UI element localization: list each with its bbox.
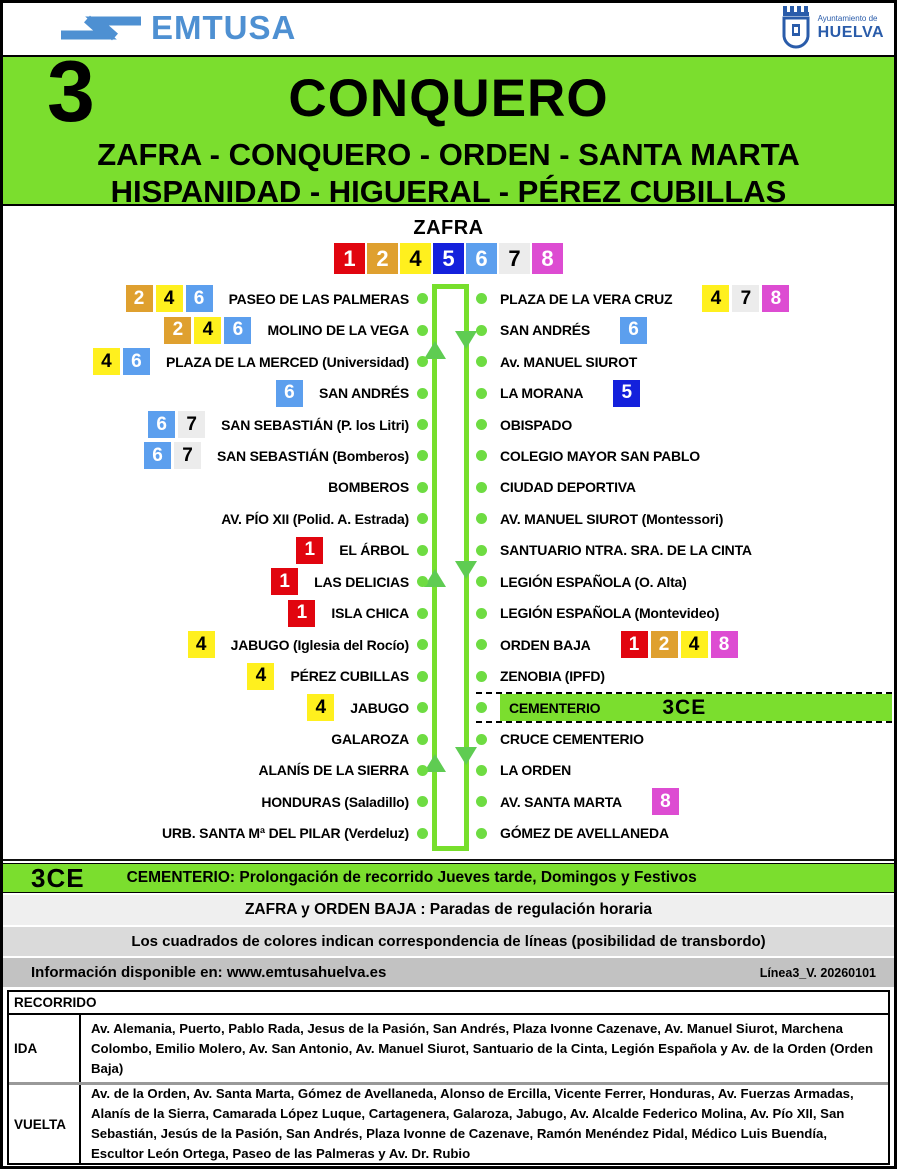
stop-row-left: [13, 440, 428, 471]
stop-dot: [476, 608, 487, 619]
stop-row-left: [13, 314, 428, 345]
line-6-badge: 6: [123, 348, 150, 375]
stop-dot: [417, 702, 428, 713]
stop-dot: [476, 702, 487, 713]
direction-down-arrow: [455, 747, 477, 765]
stop-row-right: [476, 723, 888, 754]
stop-name: CRUCE CEMENTERIO: [500, 731, 644, 748]
line-4-badge: 4: [400, 243, 431, 274]
vuelta-label: VUELTA: [9, 1085, 81, 1163]
stop-name: SANTUARIO NTRA. SRA. DE LA CINTA: [500, 542, 752, 559]
stop-name: CIUDAD DEPORTIVA: [500, 479, 636, 496]
stop-dot: [417, 828, 428, 839]
line-2-badge: 2: [651, 631, 678, 658]
stop-line-badges: [188, 631, 215, 658]
stop-dot: [417, 325, 428, 336]
line-6-badge: 6: [148, 411, 175, 438]
stop-name: Av. MANUEL SIUROT: [500, 353, 638, 370]
stop-row-left: [13, 535, 428, 566]
stop-line-badges: [164, 317, 251, 344]
stop-row-left: [13, 346, 428, 377]
stop-row-left: [13, 629, 428, 660]
line-8-badge: 8: [532, 243, 563, 274]
stop-name: LA ORDEN: [500, 762, 571, 779]
line-7-badge: 7: [178, 411, 205, 438]
terminus-badges: [3, 243, 894, 274]
note-3ce: [3, 863, 894, 893]
line-6-badge: 6: [186, 285, 213, 312]
ida-label: IDA: [9, 1015, 81, 1082]
emtusa-logo: [53, 7, 296, 49]
line-7-badge: 7: [499, 243, 530, 274]
stop-dot: [476, 482, 487, 493]
stop-row-left: [13, 598, 428, 629]
stop-line-badges: [288, 600, 315, 627]
stop-line-badges: [126, 285, 213, 312]
line-1-badge: 1: [621, 631, 648, 658]
line-6-badge: 6: [224, 317, 251, 344]
line-2-badge: 2: [164, 317, 191, 344]
stop-name: SAN ANDRÉS: [318, 385, 409, 402]
stop-name: LAS DELICIAS: [314, 573, 409, 590]
stop-dot: [476, 356, 487, 367]
stop-line-badges: [652, 788, 679, 815]
stop-name: CEMENTERIO: [509, 699, 601, 716]
stop-dot: [417, 450, 428, 461]
stop-name: MOLINO DE LA VEGA: [267, 322, 409, 339]
line-number: 3: [47, 44, 95, 140]
stop-name: COLEGIO MAYOR SAN PABLO: [500, 447, 700, 464]
stop-row-left: [13, 723, 428, 754]
stop-line-badges: [621, 631, 738, 658]
stop-dot: [476, 419, 487, 430]
stop-line-badges: [307, 694, 334, 721]
line-5-badge: 5: [433, 243, 464, 274]
route-bottom-divider: [3, 859, 894, 861]
stop-dot: [476, 765, 487, 776]
stop-dot: [417, 545, 428, 556]
note-transfer: [3, 927, 894, 956]
recorrido-table: [7, 990, 890, 1165]
stop-line-badges: [144, 442, 201, 469]
stop-dot: [476, 325, 487, 336]
stop-name: SAN SEBASTIÁN (P. los Litri): [221, 416, 409, 433]
version-text: Línea3_V. 20260101: [759, 965, 876, 980]
terminus-label: ZAFRA: [413, 217, 484, 239]
stop-dot: [417, 765, 428, 776]
stop-name: ISLA CHICA: [331, 605, 409, 622]
stop-name: ZENOBIA (IPFD): [500, 668, 605, 685]
title-band: [3, 44, 894, 209]
ida-text: Av. Alemania, Puerto, Pablo Rada, Jesus de la Pasión, San Andrés, Plaza Ivonne Cazenave, Av. Manuel Siurot, Marchena Colombo, Emilio Molero, Av. San Antonio, Av. Manuel Siurot, Santuario de la Cinta, Legión Española y Av. de la Orden (Orden Baja): [91, 1020, 874, 1076]
line-1-badge: 1: [334, 243, 365, 274]
huelva-org-text: Ayuntamiento de: [817, 13, 878, 23]
note-3ce-text: CEMENTERIO: Prolongación de recorrido Jueves tarde, Domingos y Festivos: [126, 869, 697, 886]
stop-dot: [417, 482, 428, 493]
stop-dot: [417, 608, 428, 619]
stop-dot: [476, 639, 487, 650]
stop-dot: [476, 293, 487, 304]
stop-dot: [417, 734, 428, 745]
info-url-text: Información disponible en: www.emtusahuelva.es: [31, 964, 387, 981]
stop-line-badges: [247, 663, 274, 690]
stop-dot: [417, 796, 428, 807]
stop-row-right: [476, 472, 888, 503]
stop-row-right: [476, 283, 888, 314]
stop-name: PLAZA DE LA VERA CRUZ: [500, 290, 673, 307]
line-6-badge: 6: [620, 317, 647, 344]
emtusa-logo-text: EMTUSA: [151, 9, 297, 46]
stop-name: SAN ANDRÉS: [500, 322, 591, 339]
stop-line-badges: [148, 411, 205, 438]
stop-row-left: [13, 692, 428, 723]
stop-line-badges: [93, 348, 150, 375]
line-1-badge: 1: [271, 568, 298, 595]
stop-row-right: [476, 660, 888, 691]
line-4-badge: 4: [247, 663, 274, 690]
line-4-badge: 4: [681, 631, 708, 658]
line-1-badge: 1: [288, 600, 315, 627]
stop-row-left: [13, 818, 428, 849]
line-8-badge: 8: [652, 788, 679, 815]
line-5-badge: 5: [613, 380, 640, 407]
stop-dot: [476, 545, 487, 556]
stop-name: BOMBEROS: [328, 479, 409, 496]
route-subtitle-2: HISPANIDAD - HIGUERAL - PÉREZ CUBILLAS: [110, 174, 787, 209]
line-4-badge: 4: [194, 317, 221, 344]
stop-line-badges: [276, 380, 303, 407]
stop-name: LEGIÓN ESPAÑOLA (O. Alta): [500, 573, 687, 590]
stop-line-badges: [296, 537, 323, 564]
stop-row-right: [476, 755, 888, 786]
stop-row-right: [476, 566, 888, 597]
stop-line-badges: [620, 317, 647, 344]
stop-dot: [476, 671, 487, 682]
huelva-logo: [780, 6, 884, 50]
stop-dot: [417, 388, 428, 399]
stop-row-right: [476, 314, 888, 345]
stop-name: PASEO DE LAS PALMERAS: [228, 290, 409, 307]
stop-row-right: [476, 503, 888, 534]
note-3ce-tag: 3CE: [31, 862, 85, 893]
stop-dot: [476, 734, 487, 745]
stop-dot: [417, 576, 428, 587]
note-regulation-text: ZAFRA y ORDEN BAJA : Paradas de regulación horaria: [244, 901, 653, 918]
line-7-badge: 7: [174, 442, 201, 469]
stop-row-left: [13, 409, 428, 440]
line-2-badge: 2: [126, 285, 153, 312]
stop-row-right: [476, 440, 888, 471]
line-8-badge: 8: [762, 285, 789, 312]
recorrido-header: RECORRIDO: [9, 992, 888, 1015]
stop-row-right: [476, 346, 888, 377]
stop-name: OBISPADO: [500, 416, 573, 433]
stop-dot: [476, 828, 487, 839]
stop-dot: [476, 796, 487, 807]
stop-row-right: [476, 692, 892, 723]
info-bar: [3, 958, 894, 987]
stop-row-right: [476, 818, 888, 849]
stop-dot: [476, 576, 487, 587]
stop-row-right: [476, 598, 888, 629]
stop-row-right: [476, 535, 888, 566]
line-1-badge: 1: [296, 537, 323, 564]
line-4-badge: 4: [702, 285, 729, 312]
stop-line-badges: [702, 285, 789, 312]
note-regulation: [3, 895, 894, 925]
line-4-badge: 4: [156, 285, 183, 312]
stop-name: PÉREZ CUBILLAS: [290, 668, 409, 685]
stop-row-left: [13, 566, 428, 597]
line-6-badge: 6: [466, 243, 497, 274]
stop-name: AV. SANTA MARTA: [500, 793, 622, 810]
stop-name: EL ÁRBOL: [339, 542, 409, 559]
stop-name: JABUGO: [350, 699, 409, 716]
stop-row-right: [476, 629, 888, 660]
line-4-badge: 4: [188, 631, 215, 658]
recorrido-row-vuelta: [9, 1085, 888, 1163]
line-6-badge: 6: [144, 442, 171, 469]
stop-name: HONDURAS (Saladillo): [261, 793, 409, 810]
stop-dot: [476, 388, 487, 399]
stop-row-left: [13, 377, 428, 408]
route-subtitle-1: ZAFRA - CONQUERO - ORDEN - SANTA MARTA: [97, 137, 800, 172]
stop-row-right: [476, 786, 888, 817]
stop-row-left: [13, 660, 428, 691]
cemetery-3ce-tag: 3CE: [662, 695, 707, 719]
stop-row-left: [13, 755, 428, 786]
stop-row-left: [13, 283, 428, 314]
stop-name: URB. SANTA Mª DEL PILAR (Verdeluz): [161, 825, 409, 842]
stop-dot: [417, 513, 428, 524]
note-transfer-text: Los cuadrados de colores indican correspondencia de líneas (posibilidad de transbordo): [131, 933, 766, 950]
stop-row-right: [476, 409, 888, 440]
stop-dot: [417, 671, 428, 682]
stop-name: ORDEN BAJA: [500, 636, 591, 653]
line-title: CONQUERO: [288, 69, 609, 128]
stop-name: SAN SEBASTIÁN (Bomberos): [217, 447, 409, 464]
recorrido-row-ida: [9, 1015, 888, 1085]
stop-name: AV. PÍO XII (Polid. A. Estrada): [221, 510, 409, 527]
line-4-badge: 4: [307, 694, 334, 721]
stop-name: AV. MANUEL SIUROT (Montessori): [500, 510, 724, 527]
vuelta-text: Av. de la Orden, Av. Santa Marta, Gómez de Avellaneda, Alonso de Ercilla, Vicente Ferrer, Honduras, Av. Fuerzas Armadas, Alanís de la Sierra, Camarada López Luque, Cartagenera, Galaroza, Jabugo, Av. Alcalde Federico Molina, Av. Pío XII, San Sebastián, Jesús de la Pasión, San Andrés, Plaza Ivonne de Cazenave, Ramón Menéndez Pidal, Médico Luis Buendía, Escultor León Ortega, Paseo de las Palmeras y Av. Dr. Rubio: [91, 1086, 854, 1162]
stop-row-right: [476, 377, 888, 408]
line-8-badge: 8: [711, 631, 738, 658]
stop-dot: [417, 639, 428, 650]
stop-line-badges: [271, 568, 298, 595]
stop-dot: [476, 513, 487, 524]
stop-row-left: [13, 503, 428, 534]
stop-name: ALANÍS DE LA SIERRA: [258, 762, 409, 779]
stop-dot: [476, 450, 487, 461]
stop-name: PLAZA DE LA MERCED (Universidad): [165, 353, 409, 370]
stop-row-left: [13, 472, 428, 503]
huelva-crest-icon: [780, 6, 812, 50]
stop-dot: [417, 293, 428, 304]
direction-down-arrow: [455, 561, 477, 579]
stop-dot: [417, 419, 428, 430]
stop-dot: [417, 356, 428, 367]
stop-name: GÓMEZ DE AVELLANEDA: [500, 825, 669, 842]
stop-name: JABUGO (Iglesia del Rocío): [230, 636, 409, 653]
stop-name: GALAROZA: [331, 731, 409, 748]
line-6-badge: 6: [276, 380, 303, 407]
emtusa-logo-icon: [53, 7, 149, 49]
stop-row-left: [13, 786, 428, 817]
huelva-name-text: HUELVA: [817, 23, 884, 41]
stop-name: LEGIÓN ESPAÑOLA (Montevideo): [500, 605, 720, 622]
line-4-badge: 4: [93, 348, 120, 375]
stop-name: LA MORANA: [500, 385, 584, 402]
line-7-badge: 7: [732, 285, 759, 312]
stop-line-badges: [613, 380, 640, 407]
direction-down-arrow: [455, 331, 477, 349]
cemetery-highlight-band: [500, 694, 892, 721]
line-2-badge: 2: [367, 243, 398, 274]
